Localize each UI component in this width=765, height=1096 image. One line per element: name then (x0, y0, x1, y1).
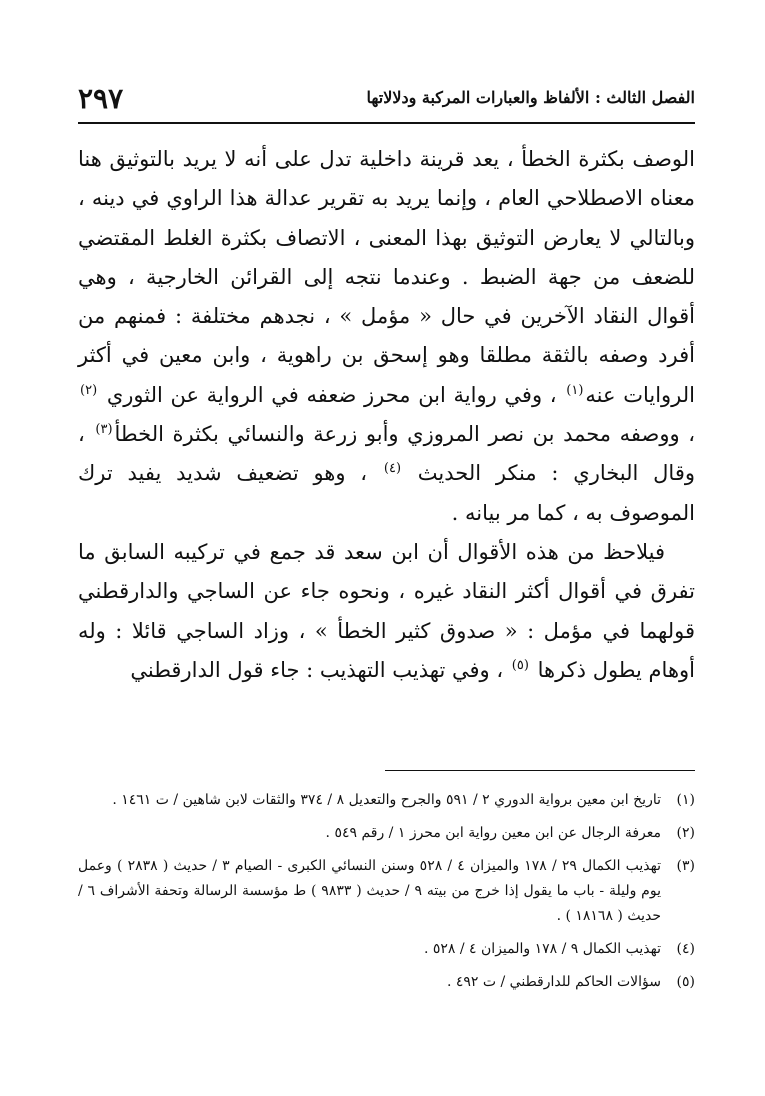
footnote-text: تهذيب الكمال ٩ / ١٧٨ والميزان ٤ / ٥٢٨ . (423, 941, 661, 957)
footnote-text: تاريخ ابن معين برواية الدوري ٢ / ٥٩١ والجرح والتعديل ٨ / ٣٧٤ والثقات لابن شاهين / ت ١٤٦١ . (112, 792, 661, 808)
running-header (78, 82, 695, 124)
main-text (78, 140, 695, 690)
footnote-ref-5[interactable]: (٥) (511, 657, 529, 673)
footnote-2 (78, 821, 695, 846)
footnote-text: معرفة الرجال عن ابن معين رواية ابن محرز ١ / رقم ٥٤٩ . (325, 825, 661, 841)
footnote-ref-2[interactable]: (٢) (80, 382, 98, 398)
footnote-number: (٢) (676, 825, 695, 841)
paragraph-1-part-4: ، وقال البخاري : منكر الحديث (78, 422, 695, 486)
footnote-1 (78, 788, 695, 813)
footnote-3 (78, 854, 695, 929)
footnote-number: (٤) (676, 941, 695, 957)
footnote-5 (78, 970, 695, 995)
footnote-number: (٣) (676, 858, 695, 874)
paragraph-1 (78, 140, 695, 533)
footnote-ref-3[interactable]: (٣) (95, 422, 113, 438)
footnote-text: تهذيب الكمال ٢٩ / ١٧٨ والميزان ٤ / ٥٢٨ وسنن النسائي الكبرى - الصيام ٣ / حديث ( ٢٨٣٨ ) وعمل يوم وليلة - باب ما يقول إذا خرج من بيته ٩ / حديث ( ٩٨٣٣ ) ط مؤسسة الرسالة وتحفة الأشراف ٦ / حديث ( ١٨١٦٨ ) . (78, 858, 661, 924)
footnote-ref-4[interactable]: (٤) (383, 461, 402, 477)
footnote-number: (٥) (676, 974, 695, 990)
paragraph-2 (78, 533, 695, 690)
chapter-title: الفصل الثالث : الألفاظ والعبارات المركبة ودلالاتها (366, 88, 695, 107)
paragraph-1-part-1: الوصف بكثرة الخطأ ، يعد قرينة داخلية تدل على أنه لا يريد بالتوثيق هنا معناه الاصطلاحي العام ، وإنما يريد به تقرير عدالة هذا الراوي في دينه ، وبالتالي لا يعارض التوثيق بهذا المعنى ، الاتصاف بكثرة الغلط المقتضي للضعف من جهة الضبط . وعندما نتجه إلى القرائن الخارجية ، وهي أقوال النقاد الآخرين في حال « مؤمل » ، نجدهم مختلفة : فمنهم من أفرد وصفه بالثقة مطلقا وهو إسحق بن راهوية ، وابن معين في أكثر الروايات عنه (78, 147, 695, 407)
footnote-4 (78, 937, 695, 962)
footnote-ref-1[interactable]: (١) (566, 382, 584, 398)
paragraph-1-part-2: ، وفي رواية ابن محرز ضعفه في الرواية عن الثوري (99, 382, 565, 407)
footnote-number: (١) (676, 792, 695, 808)
paragraph-2-part-2: ، وفي تهذيب التهذيب : جاء قول الدارقطني (130, 657, 510, 682)
paragraph-1-part-3: ، ووصفه محمد بن نصر المروزي وأبو زرعة والنسائي بكثرة الخطأ (114, 422, 695, 447)
footnote-divider (385, 770, 695, 771)
footnotes-section (78, 788, 695, 1003)
footnote-text: سؤالات الحاكم للدارقطني / ت ٤٩٢ . (446, 974, 661, 990)
paragraph-1-part-5: ، وهو تضعيف شديد يفيد ترك الموصوف به ، كما مر بيانه . (78, 461, 695, 525)
page-number: ٢٩٧ (78, 82, 124, 115)
paragraph-2-part-1: فيلاحظ من هذه الأقوال أن ابن سعد قد جمع في تركيبه السابق ما تفرق في أقوال أكثر النقاد غيره ، ونحوه جاء عن الساجي والدارقطني قولهما في مؤمل : « صدوق كثير الخطأ » ، وزاد الساجي قائلا : وله أوهام يطول ذكرها (78, 539, 695, 682)
